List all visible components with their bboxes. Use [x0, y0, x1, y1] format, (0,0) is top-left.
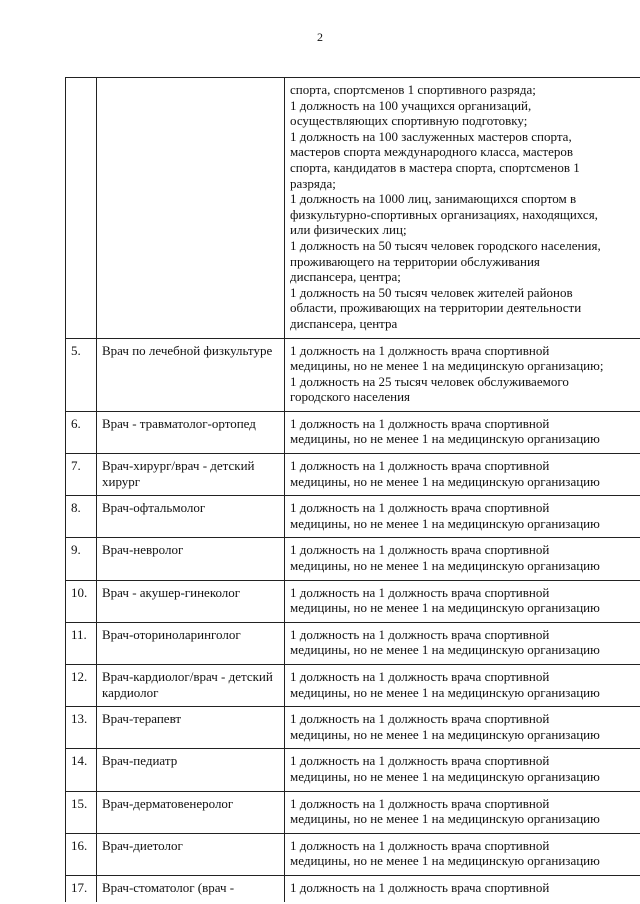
position-name: Врач - травматолог-ортопед	[102, 415, 256, 431]
row-number-cell	[66, 749, 97, 791]
table-row	[66, 875, 640, 901]
staffing-norm-line: 1 должность на 1 должность врача спортивной	[290, 415, 550, 431]
table-row	[66, 833, 640, 875]
staffing-norm-line: 1 должность на 25 тысяч человек обслуживаемого	[290, 373, 569, 389]
staffing-norm-cell	[285, 78, 640, 339]
staffing-norm-cell	[285, 338, 640, 411]
staffing-norm-line: 1 должность на 1 должность врача спортивной	[290, 711, 550, 727]
staffing-norm-cell	[285, 749, 640, 791]
staffing-norm-line: 1 должность на 1 должность врача спортивной	[290, 626, 550, 642]
position-name: Врач - акушер-гинеколог	[102, 584, 241, 600]
row-number-cell	[66, 707, 97, 749]
position-name: Врач-стоматолог (врач -	[102, 879, 235, 895]
staffing-norm-line: медицины, но не менее 1 на медицинскую организацию;	[290, 358, 604, 374]
staffing-norm-line: 1 должность на 50 тысяч человек жителей районов	[290, 284, 573, 300]
row-number-cell	[66, 338, 97, 411]
staffing-norm-cell	[285, 707, 640, 749]
staffing-norm-line: 1 должность на 1 должность врача спортивной	[290, 458, 550, 474]
position-name-cell	[97, 875, 285, 901]
row-number: 5.	[71, 342, 81, 358]
staffing-norm-cell	[285, 580, 640, 622]
staffing-norm-line: 1 должность на 1 должность врача спортивной	[290, 753, 550, 769]
row-number: 8.	[71, 500, 81, 516]
staffing-norm-line: или физических лиц;	[290, 222, 407, 238]
staffing-norm-line: 1 должность на 1 должность врача спортивной	[290, 542, 550, 558]
row-number: 16.	[71, 837, 88, 853]
staffing-norm-line: 1 должность на 1 должность врача спортивной	[290, 500, 550, 516]
table-row	[66, 496, 640, 538]
table-body	[66, 78, 640, 902]
position-name-cell	[97, 338, 285, 411]
staffing-norm-cell	[285, 875, 640, 901]
staffing-norm-line: медицины, но не менее 1 на медицинскую организацию	[290, 726, 600, 742]
staffing-norm-line: проживающего на территории обслуживания	[290, 253, 540, 269]
staffing-norm-line: 1 должность на 1 должность врача спортивной	[290, 342, 550, 358]
position-name: Врач-оториноларинголог	[102, 626, 241, 642]
table-row	[66, 338, 640, 411]
staffing-norm-line: физкультурно-спортивных организациях, находящихся,	[290, 206, 598, 222]
staffing-norm-cell	[285, 833, 640, 875]
row-number-cell	[66, 538, 97, 580]
staffing-norms-table	[65, 77, 640, 902]
position-name-cell	[97, 580, 285, 622]
row-number-cell	[66, 580, 97, 622]
table-row	[66, 791, 640, 833]
staffing-norm-line: разряда;	[290, 175, 336, 191]
staffing-norm-line: осуществляющих спортивную подготовку;	[290, 113, 528, 129]
staffing-norm-line: 1 должность на 1000 лиц, занимающихся спортом в	[290, 191, 577, 207]
staffing-norm-line: 1 должность на 50 тысяч человек городского населения,	[290, 237, 601, 253]
staffing-norm-line: диспансера, центра;	[290, 269, 401, 285]
table-row	[66, 622, 640, 664]
position-name-cell	[97, 622, 285, 664]
position-name-cell	[97, 78, 285, 339]
position-name-cell	[97, 411, 285, 453]
table-row	[66, 454, 640, 496]
position-name-cell	[97, 749, 285, 791]
position-name-cell	[97, 454, 285, 496]
position-name: Врач по лечебной физкультуре	[102, 342, 273, 358]
staffing-norm-line: 1 должность на 1 должность врача спортивной	[290, 584, 550, 600]
staffing-norm-line: медицины, но не менее 1 на медицинскую организацию	[290, 811, 600, 827]
table-row	[66, 411, 640, 453]
staffing-norm-line: городского населения	[290, 389, 411, 405]
row-number-cell	[66, 833, 97, 875]
table-row	[66, 749, 640, 791]
staffing-norm-cell	[285, 411, 640, 453]
row-number: 7.	[71, 458, 81, 474]
position-name-cell	[97, 707, 285, 749]
row-number-cell	[66, 454, 97, 496]
row-number-cell	[66, 78, 97, 339]
table-row	[66, 78, 640, 339]
position-name: Врач-педиатр	[102, 753, 178, 769]
staffing-norm-cell	[285, 622, 640, 664]
staffing-norm-line: медицины, но не менее 1 на медицинскую организацию	[290, 853, 600, 869]
staffing-norm-cell	[285, 538, 640, 580]
table-row	[66, 538, 640, 580]
staffing-norm-line: области, проживающих на территории деятельности	[290, 300, 582, 316]
table-row	[66, 580, 640, 622]
staffing-norm-line: 1 должность на 100 заслуженных мастеров спорта,	[290, 128, 572, 144]
position-name: Врач-кардиолог/врач - детский кардиолог	[102, 669, 273, 700]
position-name: Врач-хирург/врач - детский хирург	[102, 458, 255, 489]
position-name-cell	[97, 791, 285, 833]
staffing-norm-line: медицины, но не менее 1 на медицинскую организацию	[290, 558, 600, 574]
staffing-norm-cell	[285, 791, 640, 833]
staffing-norm-line: медицины, но не менее 1 на медицинскую организацию	[290, 431, 600, 447]
staffing-norm-cell	[285, 665, 640, 707]
position-name: Врач-невролог	[102, 542, 184, 558]
staffing-norm-line: 1 должность на 100 учащихся организаций,	[290, 97, 532, 113]
row-number: 11.	[71, 626, 87, 642]
staffing-norm-line: медицины, но не менее 1 на медицинскую организацию	[290, 684, 600, 700]
staffing-norm-line: медицины, но не менее 1 на медицинскую организацию	[290, 642, 600, 658]
position-name-cell	[97, 538, 285, 580]
staffing-norm-line: мастеров спорта международного класса, мастеров	[290, 144, 574, 160]
staffing-norm-line: 1 должность на 1 должность врача спортивной	[290, 837, 550, 853]
row-number: 6.	[71, 415, 81, 431]
staffing-norm-line: медицины, но не менее 1 на медицинскую организацию	[290, 515, 600, 531]
position-name: Врач-диетолог	[102, 837, 183, 853]
staffing-norm-line: спорта, спортсменов 1 спортивного разряда;	[290, 82, 536, 97]
position-name: Врач-терапевт	[102, 711, 182, 727]
row-number: 10.	[71, 584, 88, 600]
row-number-cell	[66, 875, 97, 901]
row-number: 17.	[71, 879, 88, 895]
staffing-norm-line: 1 должность на 1 должность врача спортивной	[290, 669, 550, 684]
staffing-norm-line: 1 должность на 1 должность врача спортивной	[290, 795, 550, 811]
staffing-norm-line: медицины, но не менее 1 на медицинскую организацию	[290, 768, 600, 784]
row-number: 13.	[71, 711, 88, 727]
staffing-norm-line: диспансера, центра	[290, 315, 398, 331]
staffing-norm-line: медицины, но не менее 1 на медицинскую организацию	[290, 600, 600, 616]
row-number: 15.	[71, 795, 88, 811]
table-row	[66, 707, 640, 749]
row-number-cell	[66, 665, 97, 707]
position-name-cell	[97, 833, 285, 875]
row-number-cell	[66, 791, 97, 833]
staffing-norm-cell	[285, 496, 640, 538]
staffing-norm-line: спорта, кандидатов в мастера спорта, спортсменов 1	[290, 159, 580, 175]
row-number-cell	[66, 496, 97, 538]
page-number: 2	[317, 30, 323, 44]
row-number: 9.	[71, 542, 81, 558]
row-number-cell	[66, 411, 97, 453]
position-name-cell	[97, 496, 285, 538]
position-name: Врач-дерматовенеролог	[102, 795, 234, 811]
row-number-cell	[66, 622, 97, 664]
staffing-norm-line: медицины, но не менее 1 на медицинскую организацию	[290, 473, 600, 489]
position-name: Врач-офтальмолог	[102, 500, 206, 516]
row-number: 12.	[71, 669, 88, 684]
position-name-cell	[97, 665, 285, 707]
row-number: 14.	[71, 753, 88, 769]
staffing-norm-cell	[285, 454, 640, 496]
table-row	[66, 665, 640, 707]
staffing-norm-line: 1 должность на 1 должность врача спортивной	[290, 879, 550, 895]
